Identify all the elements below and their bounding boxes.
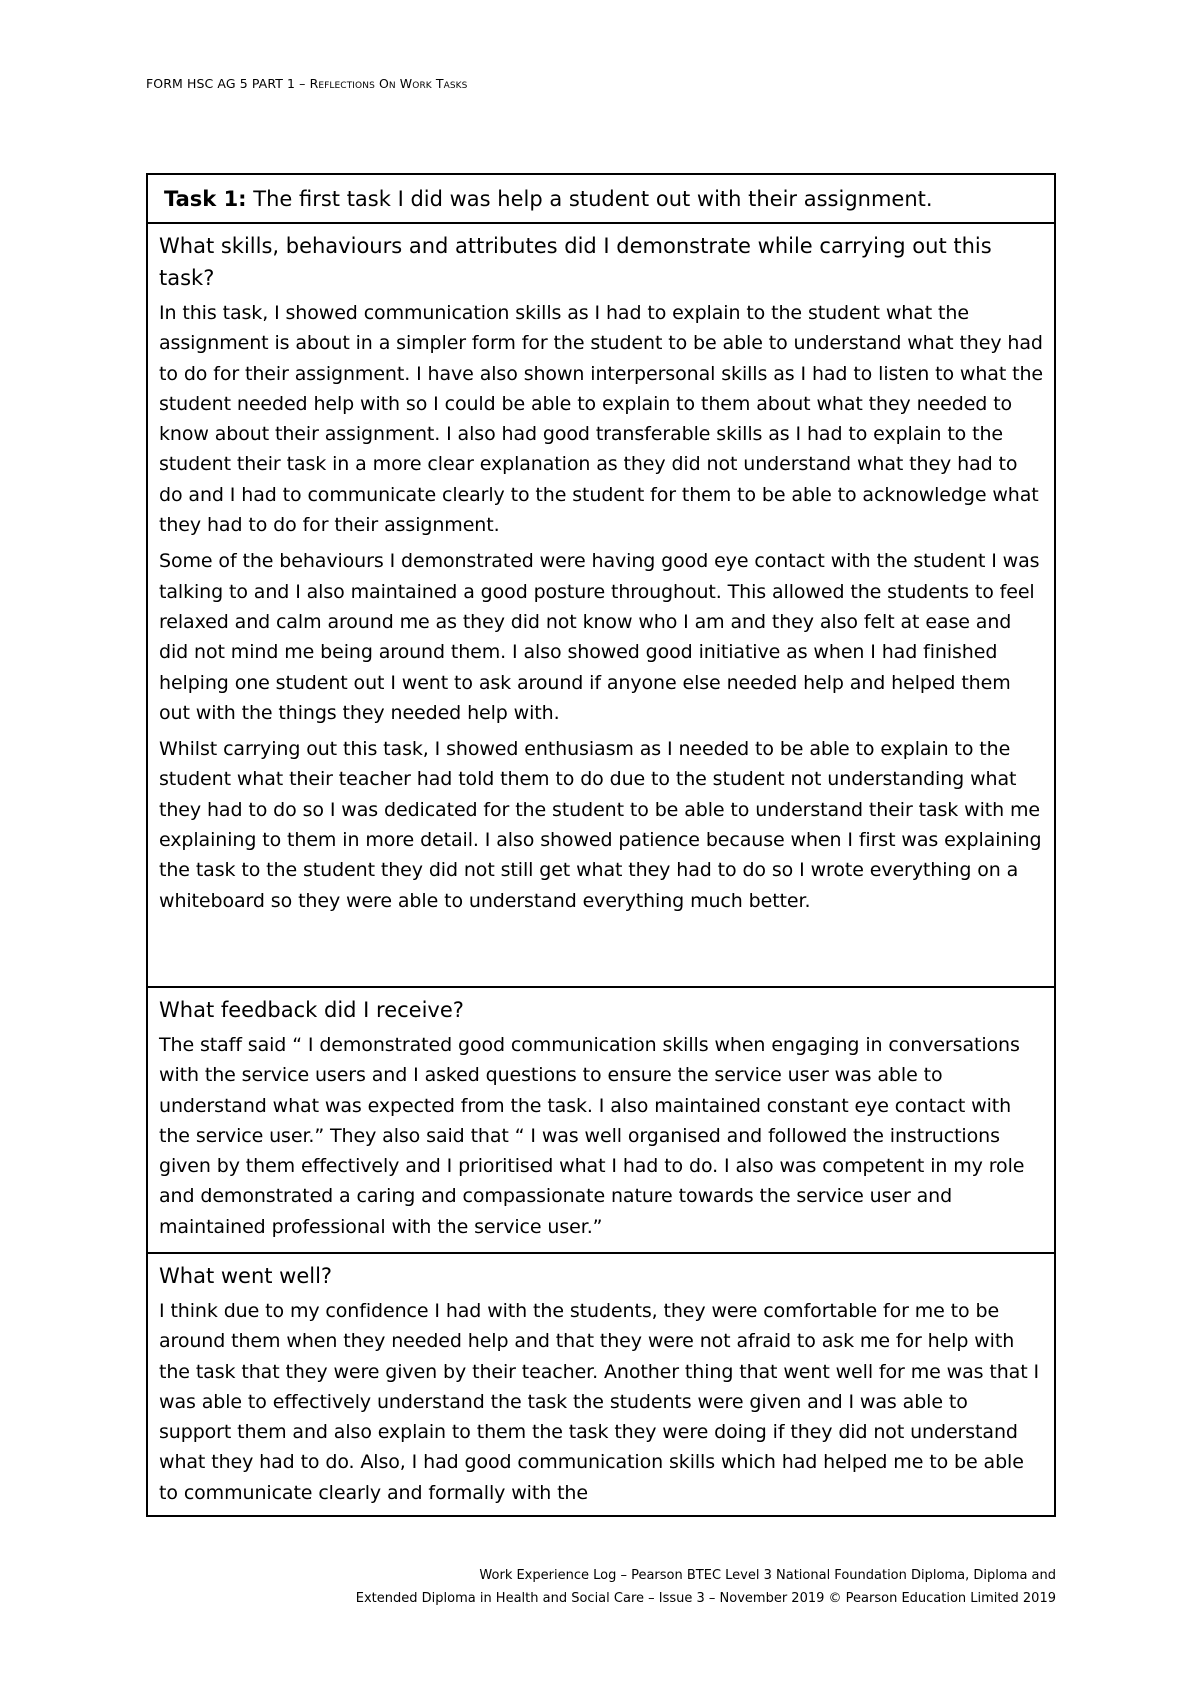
skills-answer-paragraph-3: Whilst carrying out this task, I showed enthusiasm as I needed to be able to explain to the student what their teacher had told them to do due to the student not understanding what they had to do so I was dedicated for the student to be able to understand their task with me explaining to them in more detail. I also showed patience because when I first was explaining the task to the student they did not still get what they had to do so I wrote everything on a whiteboard so they were able to understand everything much better. [159,738,1042,912]
form-header-title: Reflections On Work Tasks [309,76,468,91]
task-label: Task 1: [164,187,247,211]
feedback-question: What feedback did I receive? [159,998,464,1022]
form-header-prefix: FORM HSC AG 5 PART 1 – [146,76,310,91]
went-well-answer: I think due to my confidence I had with the students, they were comfortable for me to be around them when they needed help and that they were not afraid to ask me for help with the task that they were given by their teacher. Another thing that went well for me was that I was able to effectively understand the task the students were given and I was able to support them and also explain to them the task they were doing if they did not understand what they had to do. Also, I had good communication skills which had helped me to be able to communicate clearly and formally with the [159,1300,1039,1504]
reflection-form-table [146,173,1056,1517]
footer-line-2: Extended Diploma in Health and Social Care – Issue 3 – November 2019 © Pearson Education Limited 2019 [355,1591,1056,1606]
task-description: The first task I did was help a student out with their assignment. [246,187,933,211]
feedback-section [148,986,1054,1252]
went-well-section [148,1252,1054,1515]
skills-section [148,222,1054,986]
skills-answer-paragraph-1: In this task, I showed communication skills as I had to explain to the student what the assignment is about in a simpler form for the student to be able to understand what they had to do for their assignment. I have also shown interpersonal skills as I had to listen to what the student needed help with so I could be able to explain to them about what they needed to know about their assignment. I also had good transferable skills as I had to explain to the student their task in a more clear explanation as they did not understand what they had to do and I had to communicate clearly to the student for them to be able to acknowledge what they had to do for their assignment. [159,302,1044,537]
feedback-answer: The staff said “ I demonstrated good communication skills when engaging in conversations with the service users and I asked questions to ensure the service user was able to understand what was expected from the task. I also maintained constant eye contact with the service user.” They also said that “ I was well organised and followed the instructions given by them effectively and I prioritised what I had to do. I also was competent in my role and demonstrated a caring and compassionate nature towards the service user and maintained professional with the service user.” [159,1034,1025,1238]
skills-question: What skills, behaviours and attributes did I demonstrate while carrying out this task? [159,234,992,290]
form-header [146,76,468,91]
went-well-question: What went well? [159,1264,333,1288]
task-heading-cell [148,175,1054,222]
page-footer [356,1564,1056,1610]
footer-line-1: Work Experience Log – Pearson BTEC Level 3 National Foundation Diploma, Diploma and [479,1568,1056,1583]
skills-answer-paragraph-2: Some of the behaviours I demonstrated were having good eye contact with the student I was talking to and I also maintained a good posture throughout. This allowed the students to feel relaxed and calm around me as they did not know who I am and they also felt at ease and did not mind me being around them. I also showed good initiative as when I had finished helping one student out I went to ask around if anyone else needed help and helped them out with the things they needed help with. [159,550,1040,724]
